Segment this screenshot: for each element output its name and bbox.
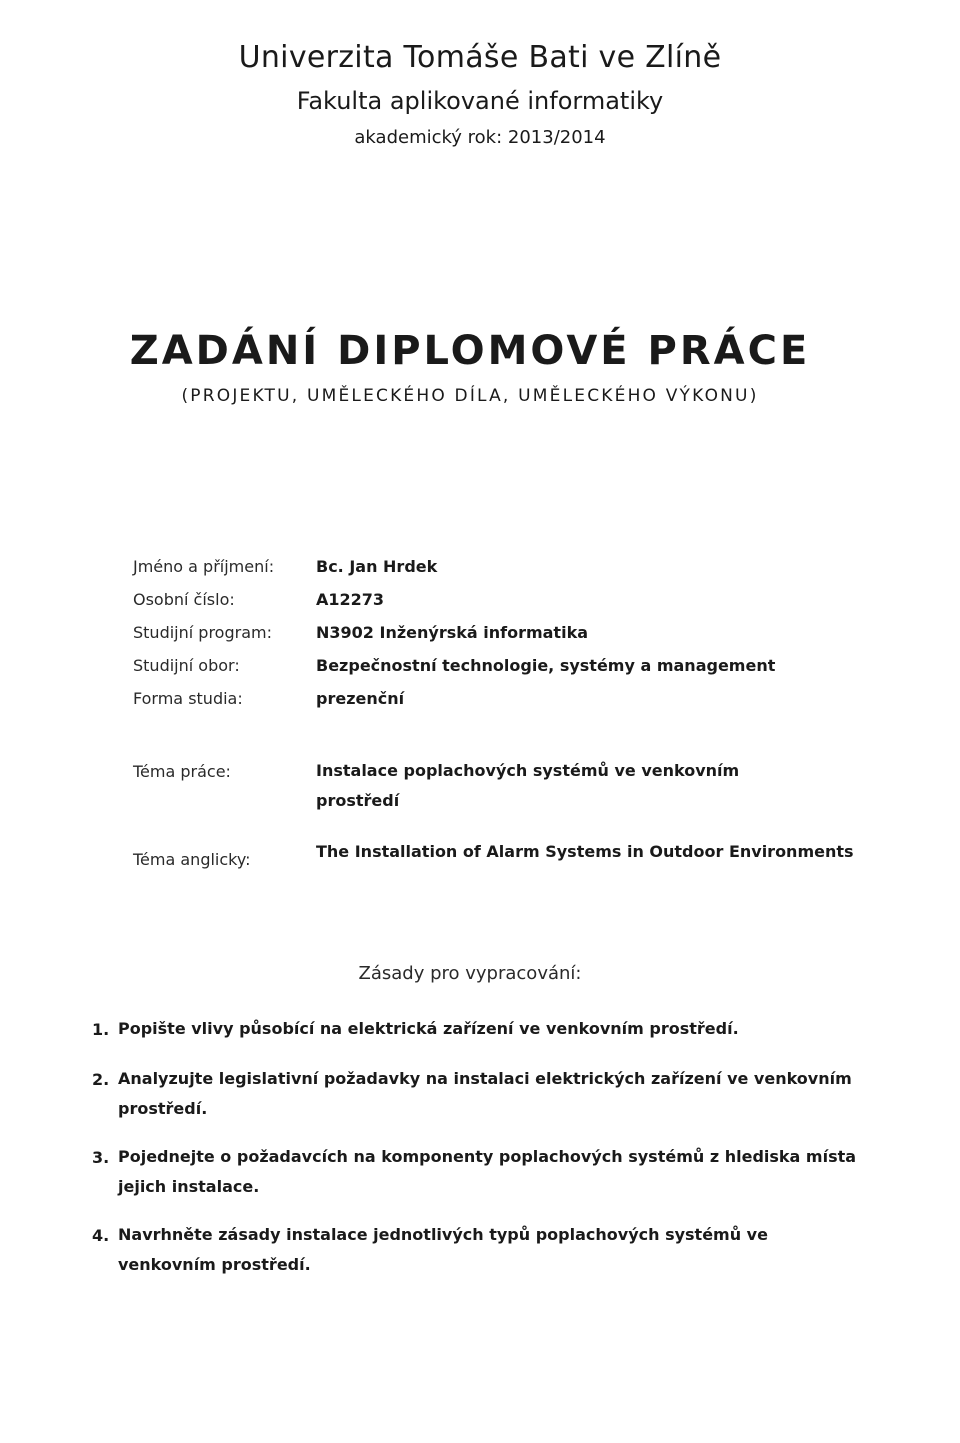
study-program-label: Studijní program: [133,623,272,642]
principle-number: 3. [92,1148,110,1167]
principle-number: 2. [92,1070,110,1089]
document-subtitle: (PROJEKTU, UMĚLECKÉHO DÍLA, UMĚLECKÉHO VÝKONU) [181,386,759,406]
topic-cz-value: Instalace poplachových systémů ve venkovním prostředí [316,761,740,810]
principle-text: Pojednejte o požadavcích na komponenty poplachových systémů z hlediska místa jejich instalace. [118,1147,857,1196]
study-form-label: Forma studia: [133,689,243,708]
study-field-label: Studijní obor: [133,656,240,675]
name-label: Jméno a příjmení: [133,557,275,576]
university-name: Univerzita Tomáše Bati ve Zlíně [238,40,722,75]
study-field-value: Bezpečnostní technologie, systémy a management [316,656,776,675]
principle-number: 4. [92,1226,110,1245]
topic-en-label: Téma anglicky: [133,850,251,869]
principle-text: Navrhněte zásady instalace jednotlivých typů poplachových systémů ve venkovním prostředí. [118,1225,768,1274]
faculty-name: Fakulta aplikované informatiky [296,87,664,115]
principle-number: 1. [92,1020,110,1039]
principle-text: Popište vlivy působící na elektrická zařízení ve venkovním prostředí. [118,1019,739,1038]
study-program-value: N3902 Inženýrská informatika [316,623,588,642]
principle-text: Analyzujte legislativní požadavky na instalaci elektrických zařízení ve venkovním prostředí. [118,1069,852,1118]
academic-year: akademický rok: 2013/2014 [354,127,606,148]
personal-number-value: A12273 [316,590,385,609]
study-form-value: prezenční [316,689,405,708]
personal-number-label: Osobní číslo: [133,590,235,609]
topic-cz-label: Téma práce: [133,762,231,781]
topic-en-value: The Installation of Alarm Systems in Outdoor Environments [316,842,854,861]
name-value: Bc. Jan Hrdek [316,557,438,576]
principles-heading: Zásady pro vypracování: [358,963,582,984]
document-title: ZADÁNÍ DIPLOMOVÉ PRÁCE [129,328,811,374]
